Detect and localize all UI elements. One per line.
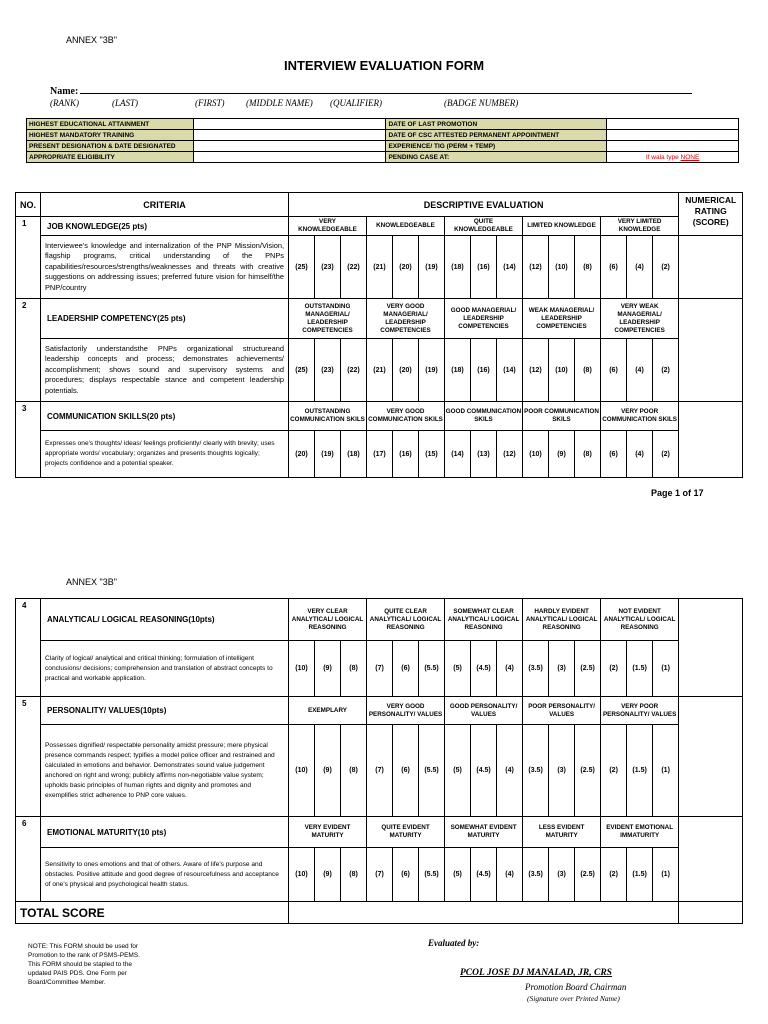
- score-option[interactable]: (3.5): [523, 725, 549, 817]
- info-label: PENDING CASE AT:: [386, 152, 607, 163]
- score-option[interactable]: (14): [445, 431, 471, 478]
- info-row: [27, 152, 739, 163]
- rating-level-label: VERY POOR COMMUNICATION SKILS: [601, 402, 679, 431]
- criterion-header-row: [16, 217, 743, 236]
- annex-label: ANNEX "3B": [66, 35, 117, 45]
- score-option[interactable]: (5): [445, 848, 471, 902]
- criteria-table-1: [15, 192, 743, 478]
- info-row: [27, 119, 739, 130]
- criterion-name: COMMUNICATION SKILLS(20 pts): [41, 402, 289, 431]
- score-option[interactable]: (2): [601, 848, 627, 902]
- signature-caption: (Signature over Printed Name): [527, 994, 620, 1003]
- rating-level-label: EVIDENT EMOTIONAL IMMATURITY: [601, 817, 679, 848]
- rating-level-label: GOOD COMMUNICATION SKILS: [445, 402, 523, 431]
- score-option[interactable]: (1.5): [627, 641, 653, 697]
- criterion-name: EMOTIONAL MATURITY(10 pts): [41, 817, 289, 848]
- info-value[interactable]: [193, 141, 386, 152]
- rating-level-label: SOMEWHAT EVIDENT MATURITY: [445, 817, 523, 848]
- score-option[interactable]: (12): [523, 339, 549, 402]
- score-option[interactable]: (9): [549, 431, 575, 478]
- rating-level-label: VERY LIMITED KNOWLEDGE: [601, 217, 679, 236]
- score-option[interactable]: (10): [523, 431, 549, 478]
- score-option[interactable]: (1.5): [627, 725, 653, 817]
- score-option[interactable]: (10): [549, 236, 575, 299]
- signatory-title: Promotion Board Chairman: [525, 982, 627, 992]
- score-option[interactable]: (14): [497, 339, 523, 402]
- rating-level-label: POOR COMMUNICATION SKILS: [523, 402, 601, 431]
- score-option[interactable]: (4): [497, 848, 523, 902]
- score-option[interactable]: (15): [419, 431, 445, 478]
- info-value[interactable]: [193, 119, 386, 130]
- rating-level-label: HARDLY EVIDENT ANALYTICAL/ LOGICAL REASONING: [523, 599, 601, 641]
- score-option[interactable]: (1.5): [627, 848, 653, 902]
- criterion-header-row: [16, 299, 743, 339]
- pending-case-value[interactable]: [607, 152, 739, 163]
- criterion-name: PERSONALITY/ VALUES(10pts): [41, 697, 289, 725]
- criterion-description: Clarity of logical/ analytical and critical thinking; formulation of intelligent conclusions/ decisions; comprehension and translation of abstract concepts to practical and workable application.: [41, 641, 289, 697]
- score-option[interactable]: (2.5): [575, 641, 601, 697]
- score-option[interactable]: (8): [575, 339, 601, 402]
- score-option[interactable]: (2): [653, 339, 679, 402]
- form-note: NOTE: This FORM should be used for Promotion to the rank of PSMS-PEMS. This FORM should be stapled to the updated PAIS PDS. One Form per Board/Committee Member.: [28, 943, 140, 986]
- header-no: NO.: [16, 193, 41, 217]
- criterion-number: 3: [16, 402, 41, 478]
- info-label: APPROPRIATE ELIGIBILITY: [27, 152, 194, 163]
- score-option[interactable]: (6): [393, 725, 419, 817]
- score-option[interactable]: (8): [575, 236, 601, 299]
- criterion-number: 4: [16, 599, 41, 697]
- score-option[interactable]: (8): [341, 848, 367, 902]
- rating-level-label: OUTSTANDING COMMUNICATION SKILS: [289, 402, 367, 431]
- numerical-rating-cell[interactable]: [679, 817, 743, 902]
- score-option[interactable]: (2): [601, 725, 627, 817]
- criteria-table-2: [15, 598, 743, 924]
- score-option[interactable]: (19): [315, 431, 341, 478]
- rating-level-label: VERY GOOD COMMUNICATION SKILS: [367, 402, 445, 431]
- name-field-qualifier: (QUALIFIER): [330, 98, 382, 108]
- total-score-row: [16, 902, 743, 924]
- info-label: EXPERIENCE/ TIG (PERM + TEMP): [386, 141, 607, 152]
- criterion-number: 6: [16, 817, 41, 902]
- criterion-description: Possesses dignified/ respectable personality amidst pressure; mere physical presence commands respect; typifies a model police officer and restrained and calculated in emotions and behavior. Demonstrates sound value judgement anchored on right and wrong; publicly affirms non-negotiable value system; upholds basic principles of human rights and dignity and promotes and exemplifies strict adherence to PNP core values.: [41, 725, 289, 817]
- info-label: DATE OF CSC ATTESTED PERMANENT APPOINTMENT: [386, 130, 607, 141]
- score-option[interactable]: (4): [627, 236, 653, 299]
- rating-level-label: QUITE CLEAR ANALYTICAL/ LOGICAL REASONING: [367, 599, 445, 641]
- score-option[interactable]: (2): [601, 641, 627, 697]
- info-table: [26, 118, 739, 163]
- criterion-description: Sensitivity to ones emotions and that of others. Aware of life's purpose and obstacles. Positive attitude and good degree of resourcefulness and acceptance of one's physical and psychological health status.: [41, 848, 289, 902]
- numerical-rating-cell[interactable]: [679, 299, 743, 402]
- rating-level-label: VERY KNOWLEDGEABLE: [289, 217, 367, 236]
- score-option[interactable]: (4.5): [471, 848, 497, 902]
- score-option[interactable]: (25): [289, 236, 315, 299]
- evaluated-by: Evaluated by:: [428, 938, 480, 948]
- rating-level-label: SOMEWHAT CLEAR ANALYTICAL/ LOGICAL REASONING: [445, 599, 523, 641]
- rating-level-label: VERY GOOD MANAGERIAL/ LEADERSHIP COMPETENCIES: [367, 299, 445, 339]
- score-option[interactable]: (10): [289, 641, 315, 697]
- rating-level-label: KNOWLEDGEABLE: [367, 217, 445, 236]
- score-option[interactable]: (8): [575, 431, 601, 478]
- score-option[interactable]: (4.5): [471, 725, 497, 817]
- score-option[interactable]: (8): [341, 641, 367, 697]
- score-option[interactable]: (1): [653, 725, 679, 817]
- criterion-description: Interviewee's knowledge and internalization of the PNP Mission/Vision, flagship programs, critical understanding of the PNPs capabilities/resources/strengths/weaknesses and threats with creative suggestions on addressing issues; preferred future vision for himself/the PNP/country: [41, 236, 289, 299]
- score-option[interactable]: (6): [601, 431, 627, 478]
- score-option[interactable]: (4): [627, 339, 653, 402]
- name-label: Name:: [50, 86, 79, 97]
- info-label: HIGHEST MANDATORY TRAINING: [27, 130, 194, 141]
- numerical-rating-cell[interactable]: [679, 697, 743, 817]
- numerical-rating-cell[interactable]: [679, 599, 743, 697]
- numerical-rating-cell[interactable]: [679, 402, 743, 478]
- score-option[interactable]: (4.5): [471, 641, 497, 697]
- info-row: [27, 141, 739, 152]
- score-option[interactable]: (17): [367, 431, 393, 478]
- score-option[interactable]: (21): [367, 339, 393, 402]
- signatory-name: PCOL JOSE DJ MANALAD, JR, CRS: [460, 968, 612, 978]
- criterion-header-row: [16, 697, 743, 725]
- pending-case-prefix: If wala type: [645, 153, 681, 161]
- rating-level-label: GOOD PERSONALITY/ VALUES: [445, 697, 523, 725]
- info-value[interactable]: [193, 130, 386, 141]
- score-option[interactable]: (6): [393, 641, 419, 697]
- name-field-last: (LAST): [112, 98, 139, 108]
- score-option[interactable]: (5.5): [419, 641, 445, 697]
- info-value[interactable]: [607, 130, 739, 141]
- score-option[interactable]: (10): [289, 725, 315, 817]
- criterion-name: LEADERSHIP COMPETENCY(25 pts): [41, 299, 289, 339]
- score-option[interactable]: (3.5): [523, 641, 549, 697]
- score-option[interactable]: (4): [627, 431, 653, 478]
- score-option[interactable]: (1): [653, 848, 679, 902]
- info-row: [27, 130, 739, 141]
- rating-level-label: VERY CLEAR ANALYTICAL/ LOGICAL REASONING: [289, 599, 367, 641]
- info-label: HIGHEST EDUCATIONAL ATTAINMENT: [27, 119, 194, 130]
- total-score-spacer: [289, 902, 679, 924]
- info-value[interactable]: [607, 119, 739, 130]
- info-label: PRESENT DESIGNATION & DATE DESIGNATED: [27, 141, 194, 152]
- criterion-score-row: [16, 339, 743, 402]
- criterion-header-row: [16, 402, 743, 431]
- score-option[interactable]: (3): [549, 848, 575, 902]
- score-option[interactable]: (22): [341, 236, 367, 299]
- header-criteria: CRITERIA: [41, 193, 289, 217]
- rating-level-label: NOT EVIDENT ANALYTICAL/ LOGICAL REASONING: [601, 599, 679, 641]
- score-option[interactable]: (21): [367, 236, 393, 299]
- info-label: DATE OF LAST PROMOTION: [386, 119, 607, 130]
- score-option[interactable]: (7): [367, 848, 393, 902]
- score-option[interactable]: (10): [289, 848, 315, 902]
- total-score-label: TOTAL SCORE: [16, 902, 289, 924]
- criterion-number: 2: [16, 299, 41, 402]
- rating-level-label: WEAK MANAGERIAL/ LEADERSHIP COMPETENCIES: [523, 299, 601, 339]
- score-option[interactable]: (2.5): [575, 725, 601, 817]
- name-field-first: (FIRST): [195, 98, 225, 108]
- criterion-number: 5: [16, 697, 41, 817]
- score-option[interactable]: (9): [315, 641, 341, 697]
- criterion-name: ANALYTICAL/ LOGICAL REASONING(10pts): [41, 599, 289, 641]
- score-option[interactable]: (4): [497, 641, 523, 697]
- page-number: Page 1 of 17: [651, 488, 704, 498]
- score-option[interactable]: (6): [393, 848, 419, 902]
- name-field-rank: (RANK): [50, 98, 79, 108]
- criterion-score-row: [16, 725, 743, 817]
- score-option[interactable]: (10): [549, 339, 575, 402]
- score-option[interactable]: (1): [653, 641, 679, 697]
- score-option[interactable]: (6): [601, 339, 627, 402]
- score-option[interactable]: (5.5): [419, 848, 445, 902]
- score-option[interactable]: (23): [315, 236, 341, 299]
- score-option[interactable]: (7): [367, 641, 393, 697]
- score-option[interactable]: (12): [523, 236, 549, 299]
- name-line: [50, 85, 692, 97]
- rating-level-label: VERY GOOD PERSONALITY/ VALUES: [367, 697, 445, 725]
- table-header-row: [16, 193, 743, 217]
- score-option[interactable]: (23): [315, 339, 341, 402]
- criterion-header-row: [16, 817, 743, 848]
- total-score-value[interactable]: [679, 902, 743, 924]
- criterion-description: Satisfactorily understandsthe PNPs organizational structureand leadership concepts and process; demonstrates achievements/ accomplishment; shows sound and supervisory systems and procedures; displays respectable stance and competent leadership potentials.: [41, 339, 289, 402]
- score-option[interactable]: (20): [289, 431, 315, 478]
- score-option[interactable]: (18): [445, 339, 471, 402]
- numerical-rating-cell[interactable]: [679, 236, 743, 299]
- score-option[interactable]: (8): [341, 725, 367, 817]
- criterion-number: 1: [16, 217, 41, 299]
- score-option[interactable]: (19): [419, 236, 445, 299]
- form-title: INTERVIEW EVALUATION FORM: [283, 58, 485, 73]
- criterion-description: Expresses one's thoughts/ ideas/ feelings proficiently/ clearly with brevity; uses appropriate words/ vocabulary; organizes and presents thoughts logically; projects confidence and a potential speaker.: [41, 431, 289, 478]
- rating-level-label: QUITE EVIDENT MATURITY: [367, 817, 445, 848]
- criterion-header-row: [16, 599, 743, 641]
- score-option[interactable]: (20): [393, 339, 419, 402]
- score-option[interactable]: (16): [471, 236, 497, 299]
- rating-level-label: GOOD MANAGERIAL/ LEADERSHIP COMPETENCIES: [445, 299, 523, 339]
- score-option[interactable]: (2): [653, 431, 679, 478]
- info-value[interactable]: [193, 152, 386, 163]
- rating-level-label: LIMITED KNOWLEDGE: [523, 217, 601, 236]
- score-option[interactable]: (5): [445, 641, 471, 697]
- score-option[interactable]: (22): [341, 339, 367, 402]
- score-option[interactable]: (14): [497, 236, 523, 299]
- criterion-score-row: [16, 236, 743, 299]
- score-option[interactable]: (7): [367, 725, 393, 817]
- rating-level-label: QUITE KNOWLEDGEABLE: [445, 217, 523, 236]
- score-option[interactable]: (13): [471, 431, 497, 478]
- rating-level-label: EXEMPLARY: [289, 697, 367, 725]
- name-field-badge: (BADGE NUMBER): [444, 98, 519, 108]
- info-value[interactable]: [607, 141, 739, 152]
- name-field[interactable]: [80, 85, 692, 94]
- score-option[interactable]: (18): [341, 431, 367, 478]
- score-option[interactable]: (12): [497, 431, 523, 478]
- score-option[interactable]: (9): [315, 725, 341, 817]
- rating-level-label: POOR PERSONALITY/ VALUES: [523, 697, 601, 725]
- rating-level-label: VERY POOR PERSONALITY/ VALUES: [601, 697, 679, 725]
- score-option[interactable]: (2): [653, 236, 679, 299]
- rating-level-label: LESS EVIDENT MATURITY: [523, 817, 601, 848]
- rating-level-label: VERY EVIDENT MATURITY: [289, 817, 367, 848]
- score-option[interactable]: (5): [445, 725, 471, 817]
- header-numerical: NUMERICAL RATING (SCORE): [679, 193, 743, 236]
- criterion-score-row: [16, 848, 743, 902]
- score-option[interactable]: (16): [471, 339, 497, 402]
- criterion-score-row: [16, 431, 743, 478]
- score-option[interactable]: (3.5): [523, 848, 549, 902]
- pending-case-none: NONE: [680, 153, 700, 161]
- header-descriptive: DESCRIPTIVE EVALUATION: [289, 193, 679, 217]
- score-option[interactable]: (19): [419, 339, 445, 402]
- name-field-middle: (MIDDLE NAME): [246, 98, 313, 108]
- score-option[interactable]: (3): [549, 641, 575, 697]
- score-option[interactable]: (16): [393, 431, 419, 478]
- criterion-name: JOB KNOWLEDGE(25 pts): [41, 217, 289, 236]
- score-option[interactable]: (4): [497, 725, 523, 817]
- score-option[interactable]: (2.5): [575, 848, 601, 902]
- score-option[interactable]: (18): [445, 236, 471, 299]
- annex-label-2: ANNEX "3B": [66, 577, 117, 587]
- score-option[interactable]: (3): [549, 725, 575, 817]
- score-option[interactable]: (5.5): [419, 725, 445, 817]
- rating-level-label: VERY WEAK MANAGERIAL/ LEADERSHIP COMPETENCIES: [601, 299, 679, 339]
- rating-level-label: OUTSTANDING MANAGERIAL/ LEADERSHIP COMPETENCIES: [289, 299, 367, 339]
- score-option[interactable]: (9): [315, 848, 341, 902]
- score-option[interactable]: (6): [601, 236, 627, 299]
- criterion-score-row: [16, 641, 743, 697]
- score-option[interactable]: (20): [393, 236, 419, 299]
- score-option[interactable]: (25): [289, 339, 315, 402]
